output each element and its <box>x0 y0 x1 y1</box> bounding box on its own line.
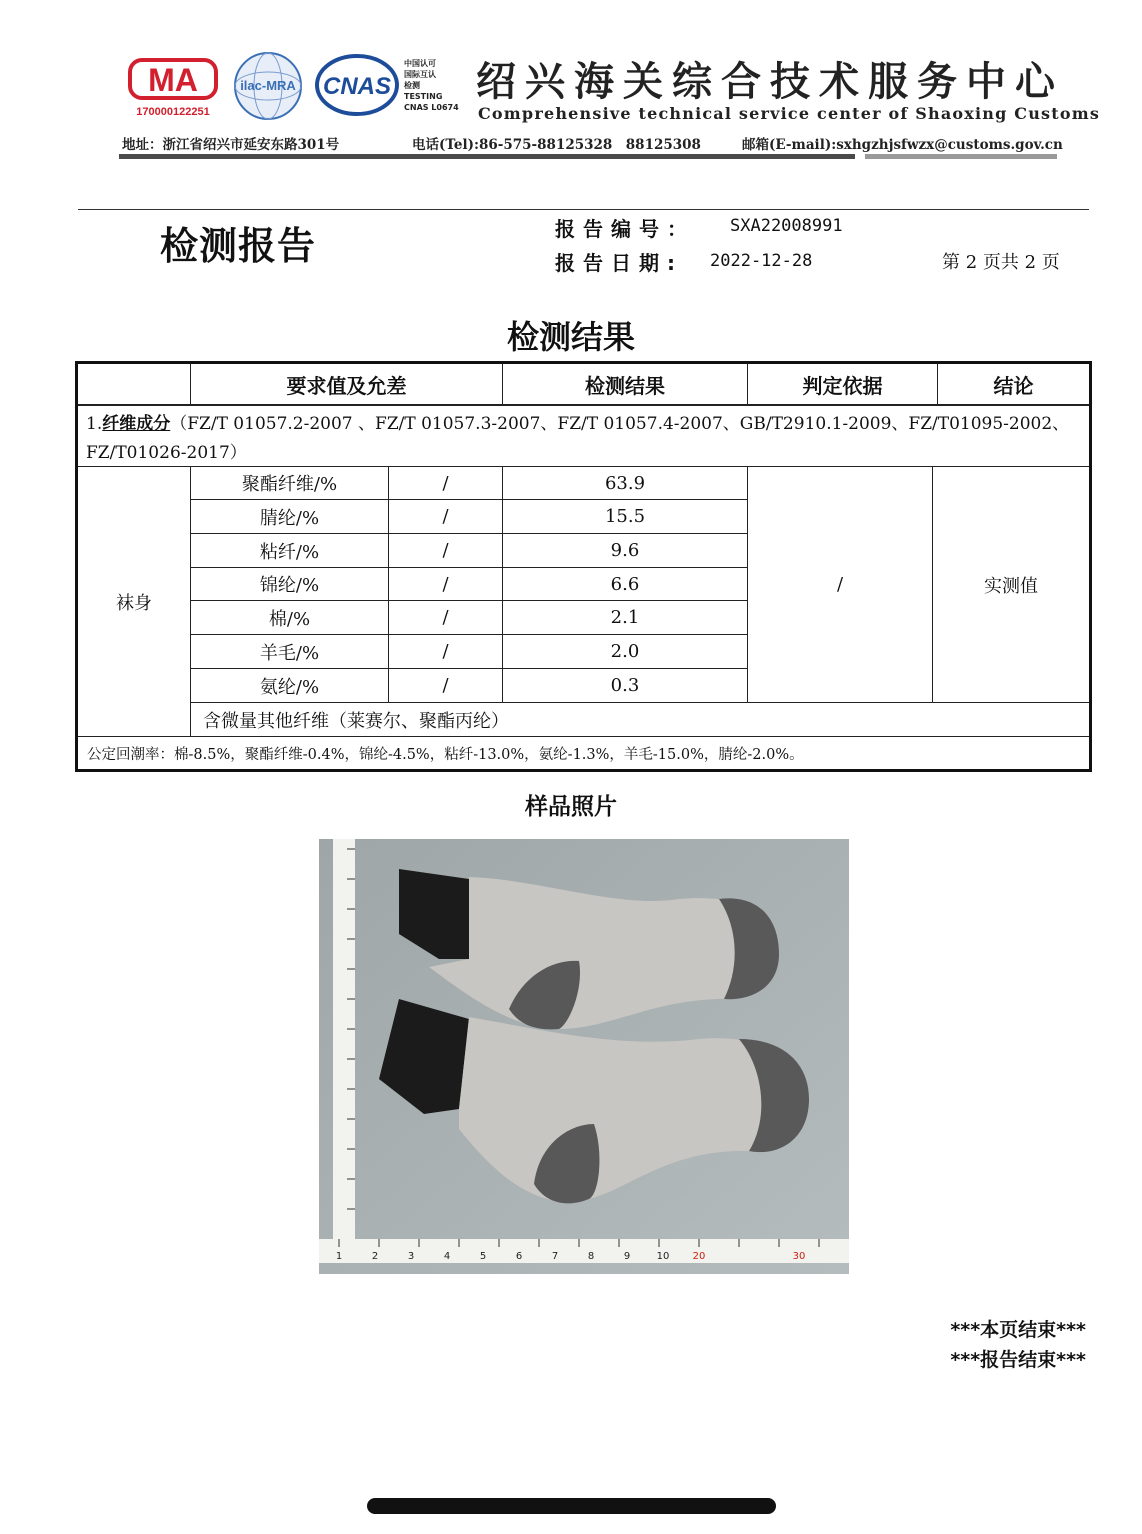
ruler-label: 20 <box>692 1251 706 1262</box>
fiber-name: 腈纶/% <box>259 507 320 529</box>
cma-text: MA <box>148 62 198 98</box>
fiber-result: 9.6 <box>610 540 640 561</box>
cnas-accreditation-note <box>404 58 459 113</box>
cnas-text: CNAS <box>322 73 392 100</box>
fiber-result: 15.5 <box>604 506 646 527</box>
results-table <box>75 361 1092 772</box>
ruler-label: 4 <box>443 1251 451 1262</box>
ruler-label: 3 <box>407 1251 415 1262</box>
fiber-result: 63.9 <box>604 472 646 494</box>
header-rule-dark <box>119 154 855 159</box>
title-divider <box>78 209 1089 210</box>
cnas-note-line: 中国认可 <box>404 59 436 68</box>
moisture-regain-note: 公定回潮率：棉-8.5%，聚酯纤维-0.4%，锦纶-4.5%，粘纤-13.0%，氨纶-1.3%，羊毛-15.0%，腈纶-2.0%。 <box>87 746 804 763</box>
fiber-requirement: / <box>442 540 449 561</box>
ruler-label: 5 <box>479 1251 487 1262</box>
col-header-conclusion: 结论 <box>993 373 1034 398</box>
cnas-note-line: TESTING <box>404 92 443 101</box>
header-rule-light <box>865 154 1057 159</box>
fiber-requirement: / <box>442 607 449 628</box>
col-header-requirement: 要求值及允差 <box>286 373 407 398</box>
fiber-result: 6.6 <box>610 573 640 595</box>
col-header-basis: 判定依据 <box>802 373 883 398</box>
standard-prefix: 1. <box>86 414 103 434</box>
fiber-result: 2.1 <box>610 607 640 628</box>
ruler-label: 30 <box>792 1251 806 1262</box>
fiber-name: 粘纤/% <box>259 541 320 563</box>
ruler-label: 1 <box>335 1251 343 1262</box>
standard-list: （FZ/T 01057.2-2007 、FZ/T 01057.3-2007、FZ/T 01057.4-2007、GB/T2910.1-2009、FZ/T01095-2002、 <box>170 414 1070 434</box>
fiber-name: 羊毛/% <box>259 642 320 664</box>
report-title: 检测报告 <box>160 224 317 268</box>
ruler-label: 7 <box>551 1251 559 1262</box>
fiber-name: 氨纶/% <box>259 676 320 698</box>
ruler-label: 2 <box>371 1251 379 1262</box>
fiber-requirement: / <box>442 641 449 662</box>
report-date-label: 报告日期: <box>555 251 683 275</box>
col-header-result: 检测结果 <box>585 373 665 398</box>
part-label: 袜身 <box>116 592 152 614</box>
sample-photo <box>319 839 849 1274</box>
sample-photo-title: 样品照片 <box>525 794 617 820</box>
report-end-note: ***报告结束*** <box>950 1349 1086 1371</box>
org-name-en: Comprehensive technical service center of Shaoxing Customs <box>478 104 1101 123</box>
fiber-name: 棉/% <box>268 608 311 630</box>
org-name-cn: 绍兴海关综合技术服务中心 <box>476 58 1064 105</box>
fiber-result: 2.0 <box>610 641 640 662</box>
cnas-note-line: 检测 <box>404 81 420 90</box>
cnas-note-line: CNAS L0674 <box>404 103 459 112</box>
ruler-label: 8 <box>587 1251 595 1262</box>
cma-logo <box>127 57 219 119</box>
report-number-label: 报告编号： <box>555 217 695 241</box>
trace-fiber-note: 含微量其他纤维（莱赛尔、聚酯丙纶） <box>203 710 509 732</box>
fiber-name: 聚酯纤维/% <box>241 474 338 495</box>
cnas-note-line: 国际互认 <box>404 70 436 79</box>
fiber-requirement: / <box>442 675 449 696</box>
fiber-name: 锦纶/% <box>259 575 320 596</box>
fiber-result: 0.3 <box>610 675 640 696</box>
fiber-requirement: / <box>442 506 449 527</box>
standard-name: 纤维成分 <box>102 414 171 434</box>
email: 邮箱(E-mail):sxhgzhjsfwzx@customs.gov.cn <box>742 137 1063 153</box>
phone: 电话(Tel):86-575-88125328 88125308 <box>412 137 701 153</box>
section-title: 检测结果 <box>506 318 635 356</box>
judgment-basis: / <box>836 574 844 595</box>
cma-number: 170000122251 <box>136 106 210 118</box>
address: 地址：浙江省绍兴市延安东路301号 <box>122 137 340 153</box>
report-date: 2022-12-28 <box>710 251 813 271</box>
conclusion: 实测值 <box>984 575 1038 597</box>
fiber-requirement: / <box>442 573 449 595</box>
fiber-requirement: / <box>442 472 449 494</box>
cnas-logo <box>314 53 400 117</box>
standards-row <box>86 410 1086 468</box>
ruler-label: 6 <box>515 1251 523 1262</box>
socks-photo-image <box>319 839 849 1274</box>
home-indicator-bar[interactable] <box>367 1498 776 1514</box>
page-info: 第 2 页共 2 页 <box>942 252 1060 273</box>
ilac-text: ilac-MRA <box>240 78 296 93</box>
ilac-mra-logo <box>232 50 304 122</box>
ruler-label: 10 <box>656 1251 670 1262</box>
report-number: SXA22008991 <box>730 216 843 236</box>
page-end-note: ***本页结束*** <box>950 1319 1086 1341</box>
standard-list-cont: FZ/T01026-2017） <box>86 443 247 463</box>
ruler-label: 9 <box>623 1251 631 1262</box>
